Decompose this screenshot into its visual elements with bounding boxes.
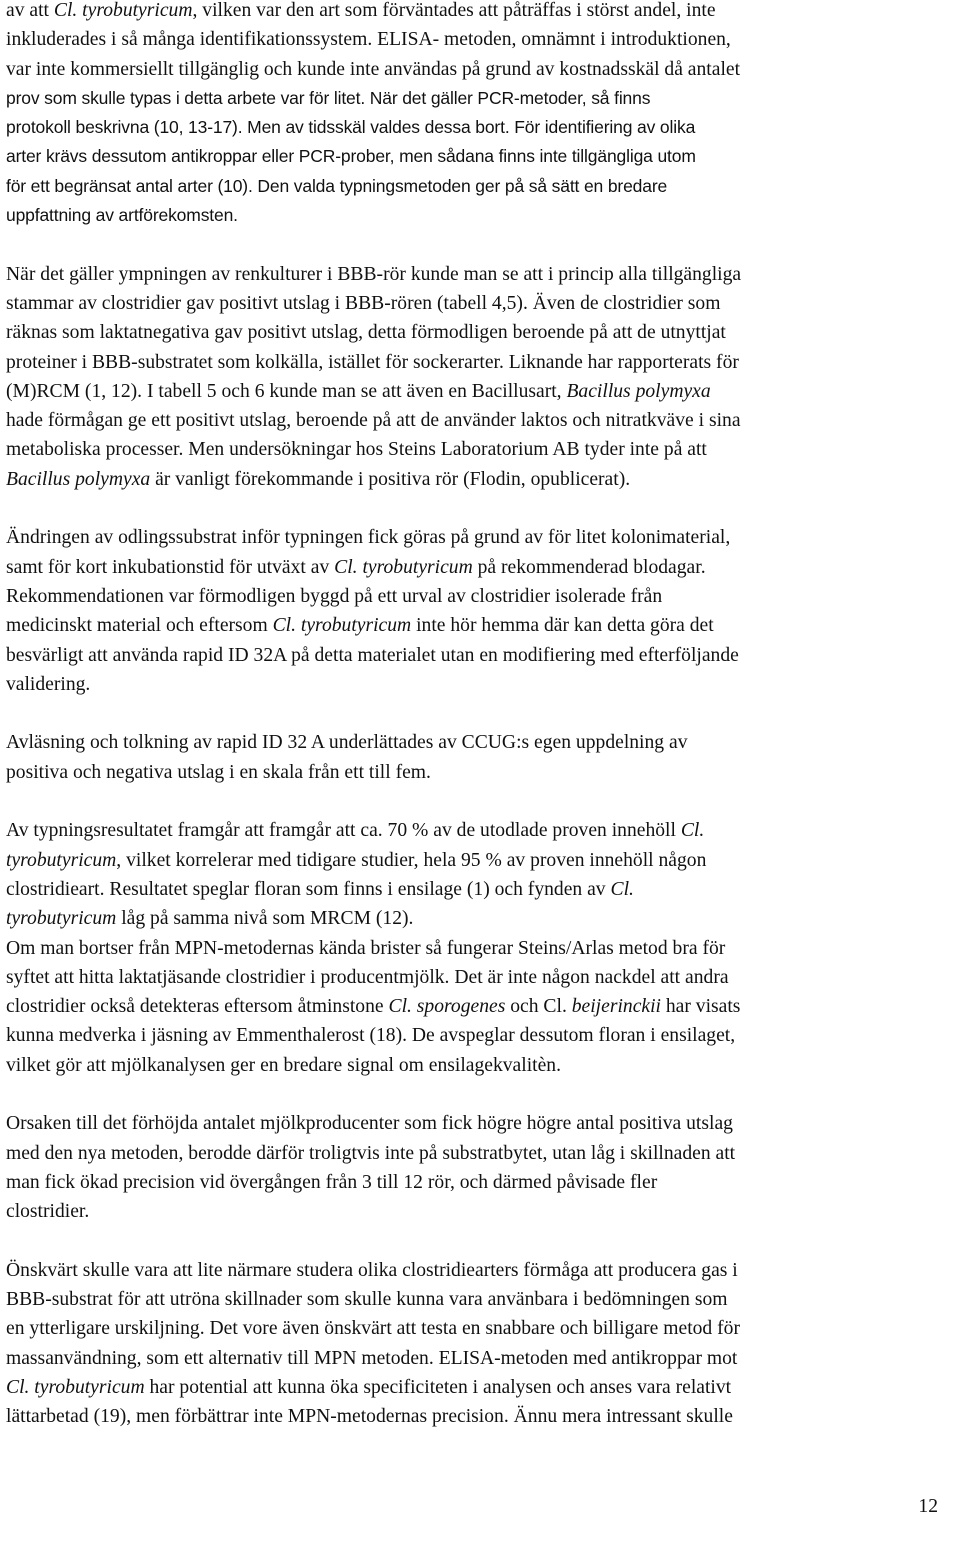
- text-segment: syftet att hitta laktatjäsande clostridier i producentmjölk. Det är inte någon nackdel att andra: [6, 966, 729, 988]
- text-line: [6, 728, 954, 757]
- text-segment: vilket gör att mjölkanalysen ger en bredare signal om ensilagekvalitèn.: [6, 1054, 561, 1076]
- text-line: [6, 113, 954, 142]
- italic-text: Cl. tyrobutyricum: [53, 0, 193, 21]
- text-line: [6, 582, 954, 611]
- text-segment: uppfattning av artförekomsten.: [6, 205, 238, 226]
- text-segment: kunna medverka i jäsning av Emmenthalerost (18). De avspeglar dessutom floran i ensilaget,: [6, 1025, 736, 1047]
- text-segment: , vilken var den art som förväntades att påträffas i störst andel, inte: [192, 0, 716, 21]
- text-line: [6, 25, 954, 54]
- text-segment: för ett begränsat antal arter (10). Den valda typningsmetoden ger på så sätt en bredare: [6, 175, 668, 196]
- text-line: [6, 172, 954, 201]
- paragraph: [6, 523, 954, 699]
- italic-text: Cl. sporogenes: [388, 996, 506, 1018]
- text-segment: Orsaken till det förhöjda antalet mjölkproducenter som fick högre högre antal positiva utslag: [6, 1113, 733, 1135]
- text-segment: protokoll beskrivna (10, 13-17). Men av tidsskäl valdes dessa bort. För identifiering av olika: [6, 117, 696, 138]
- text-line: [6, 1402, 954, 1431]
- text-segment: validering.: [6, 673, 91, 695]
- text-line: [6, 84, 954, 113]
- page-number: 12: [918, 1496, 938, 1517]
- text-segment: stammar av clostridier gav positivt utslag i BBB-rören (tabell 4,5). Även de clostridier som: [6, 292, 721, 314]
- text-segment: inte hör hemma där kan detta göra det: [411, 615, 714, 637]
- text-line: [6, 318, 954, 347]
- text-segment: Önskvärt skulle vara att lite närmare studera olika clostridiearters förmåga att producera gas i: [6, 1259, 738, 1281]
- text-line: [6, 142, 954, 171]
- text-line: [6, 758, 954, 787]
- text-line: [6, 348, 954, 377]
- text-segment: Rekommendationen var förmodligen byggd på ett urval av clostridier isolerade från: [6, 585, 663, 607]
- paragraph: [6, 728, 954, 787]
- text-segment: av att: [6, 0, 54, 21]
- text-line: [6, 406, 954, 435]
- text-line: [6, 875, 954, 904]
- text-line: [6, 55, 954, 84]
- text-segment: BBB-substrat för att utröna skillnader som skulle kunna vara använbara i bedömningen som: [6, 1289, 728, 1311]
- text-line: [6, 1021, 954, 1050]
- text-line: [6, 1139, 954, 1168]
- text-segment: låg på samma nivå som MRCM (12).: [116, 908, 414, 930]
- paragraph: [6, 1109, 954, 1226]
- text-segment: lättarbetad (19), men förbättrar inte MPN-metodernas precision. Ännu mera intressant skulle: [6, 1406, 733, 1428]
- text-line: [6, 611, 954, 640]
- italic-text: Bacillus polymyxa: [6, 468, 151, 490]
- text-segment: är vanligt förekommande i positiva rör (Flodin, opublicerat).: [150, 468, 631, 490]
- text-line: [6, 963, 954, 992]
- text-line: [6, 0, 954, 25]
- text-line: [6, 1373, 954, 1402]
- text-segment: besvärligt att använda rapid ID 32A på detta materialet utan en modifiering med efterföljande: [6, 644, 739, 666]
- italic-text: Cl. tyrobutyricum: [334, 556, 473, 578]
- text-line: [6, 1197, 954, 1226]
- text-line: [6, 641, 954, 670]
- text-line: [6, 1285, 954, 1314]
- text-line: [6, 201, 954, 230]
- text-segment: räknas som laktatnegativa gav positivt utslag, detta förmodligen beroende på att de utnyttjat: [6, 322, 726, 344]
- text-line: [6, 934, 954, 963]
- text-segment: samt för kort inkubationstid för utväxt av: [6, 556, 335, 578]
- text-line: [6, 1344, 954, 1373]
- document-body: [6, 0, 954, 1461]
- text-segment: massanvändning, som ett alternativ till MPN metoden. ELISA-metoden med antikroppar mot: [6, 1347, 738, 1369]
- text-segment: Avläsning och tolkning av rapid ID 32 A underlättades av CCUG:s egen uppdelning av: [6, 732, 688, 754]
- text-line: [6, 904, 954, 933]
- text-segment: med den nya metoden, berodde därför troligtvis inte på substratbytet, utan låg i skillnaden att: [6, 1142, 736, 1164]
- italic-text: Bacillus polymyxa: [566, 380, 711, 402]
- text-segment: clostridieart. Resultatet speglar floran som finns i ensilage (1) och fynden av: [6, 878, 611, 900]
- text-line: [6, 992, 954, 1021]
- text-line: [6, 435, 954, 464]
- text-line: [6, 1109, 954, 1138]
- text-segment: på rekommenderad blodagar.: [472, 556, 706, 578]
- text-segment: clostridier.: [6, 1201, 90, 1223]
- paragraph: [6, 260, 954, 494]
- text-segment: Om man bortser från MPN-metodernas kända brister så fungerar Steins/Arlas metod bra för: [6, 937, 726, 959]
- text-segment: (M)RCM (1, 12). I tabell 5 och 6 kunde man se att även en Bacillusart,: [6, 380, 567, 402]
- text-segment: man fick ökad precision vid övergången från 3 till 12 rör, och därmed påvisade fler: [6, 1171, 658, 1193]
- text-line: [6, 553, 954, 582]
- text-segment: clostridier också detekteras eftersom åtminstone: [6, 996, 389, 1018]
- text-segment: prov som skulle typas i detta arbete var för litet.: [6, 87, 370, 108]
- text-segment: Av typningsresultatet framgår att framgår att ca. 70 % av de utodlade proven innehöll: [6, 820, 681, 842]
- text-segment: arter krävs dessutom antikroppar eller PCR-prober, men sådana finns inte tillgängliga utom: [6, 146, 696, 167]
- text-segment: positiva och negativa utslag i en skala från ett till fem.: [6, 761, 431, 783]
- text-segment: har potential att kunna öka specificiteten i analysen och anses vara relativt: [144, 1376, 732, 1398]
- text-segment: var inte kommersiellt tillgänglig och kunde inte användas på grund av kostnadsskäl då antalet: [6, 58, 741, 80]
- text-segment: metaboliska processer. Men undersökningar hos Steins Laboratorium AB tyder inte på att: [6, 439, 707, 461]
- text-segment: När det gäller PCR-metoder, så finns: [369, 87, 651, 108]
- text-line: [6, 1256, 954, 1285]
- text-segment: proteiner i BBB-substratet som kolkälla, istället för sockerarter. Liknande har rapporterats för: [6, 351, 739, 373]
- text-segment: en ytterligare urskiljning. Det vore även önskvärt att testa en snabbare och billigare metod för: [6, 1318, 740, 1340]
- text-segment: har visats: [660, 996, 741, 1018]
- text-line: [6, 670, 954, 699]
- italic-text: Cl. tyrobutyricum: [272, 615, 412, 637]
- italic-text: Cl. tyrobutyricum: [6, 1376, 145, 1398]
- paragraph: [6, 0, 954, 230]
- text-segment: och Cl.: [505, 996, 572, 1018]
- italic-text: beijerinckii: [571, 996, 661, 1018]
- italic-text: tyrobutyricum: [6, 908, 117, 930]
- text-line: [6, 1051, 954, 1080]
- italic-text: tyrobutyricum: [6, 849, 117, 871]
- text-segment: När det gäller ympningen av renkulturer i BBB-rör kunde man se att i princip alla tillgängliga: [6, 263, 742, 285]
- text-line: [6, 846, 954, 875]
- paragraph: [6, 816, 954, 933]
- text-line: [6, 377, 954, 406]
- text-segment: medicinskt material och eftersom: [6, 615, 273, 637]
- text-line: [6, 260, 954, 289]
- text-line: [6, 1314, 954, 1343]
- text-segment: inkluderades i så många identifikationssystem. ELISA- metoden, omnämnt i introduktionen,: [6, 29, 731, 51]
- paragraph: [6, 934, 954, 1080]
- paragraph: [6, 1256, 954, 1432]
- text-segment: , vilket korrelerar med tidigare studier, hela 95 % av proven innehöll någon: [116, 849, 707, 871]
- text-line: [6, 465, 954, 494]
- text-line: [6, 816, 954, 845]
- text-segment: Ändringen av odlingssubstrat inför typningen fick göras på grund av för litet kolonimaterial,: [6, 527, 731, 549]
- text-segment: hade förmågan ge ett positivt utslag, beroende på att de använder laktos och nitratkväve i sina: [6, 410, 741, 432]
- italic-text: Cl.: [680, 820, 705, 842]
- italic-text: Cl.: [610, 878, 634, 900]
- text-line: [6, 289, 954, 318]
- text-line: [6, 1168, 954, 1197]
- text-line: [6, 523, 954, 552]
